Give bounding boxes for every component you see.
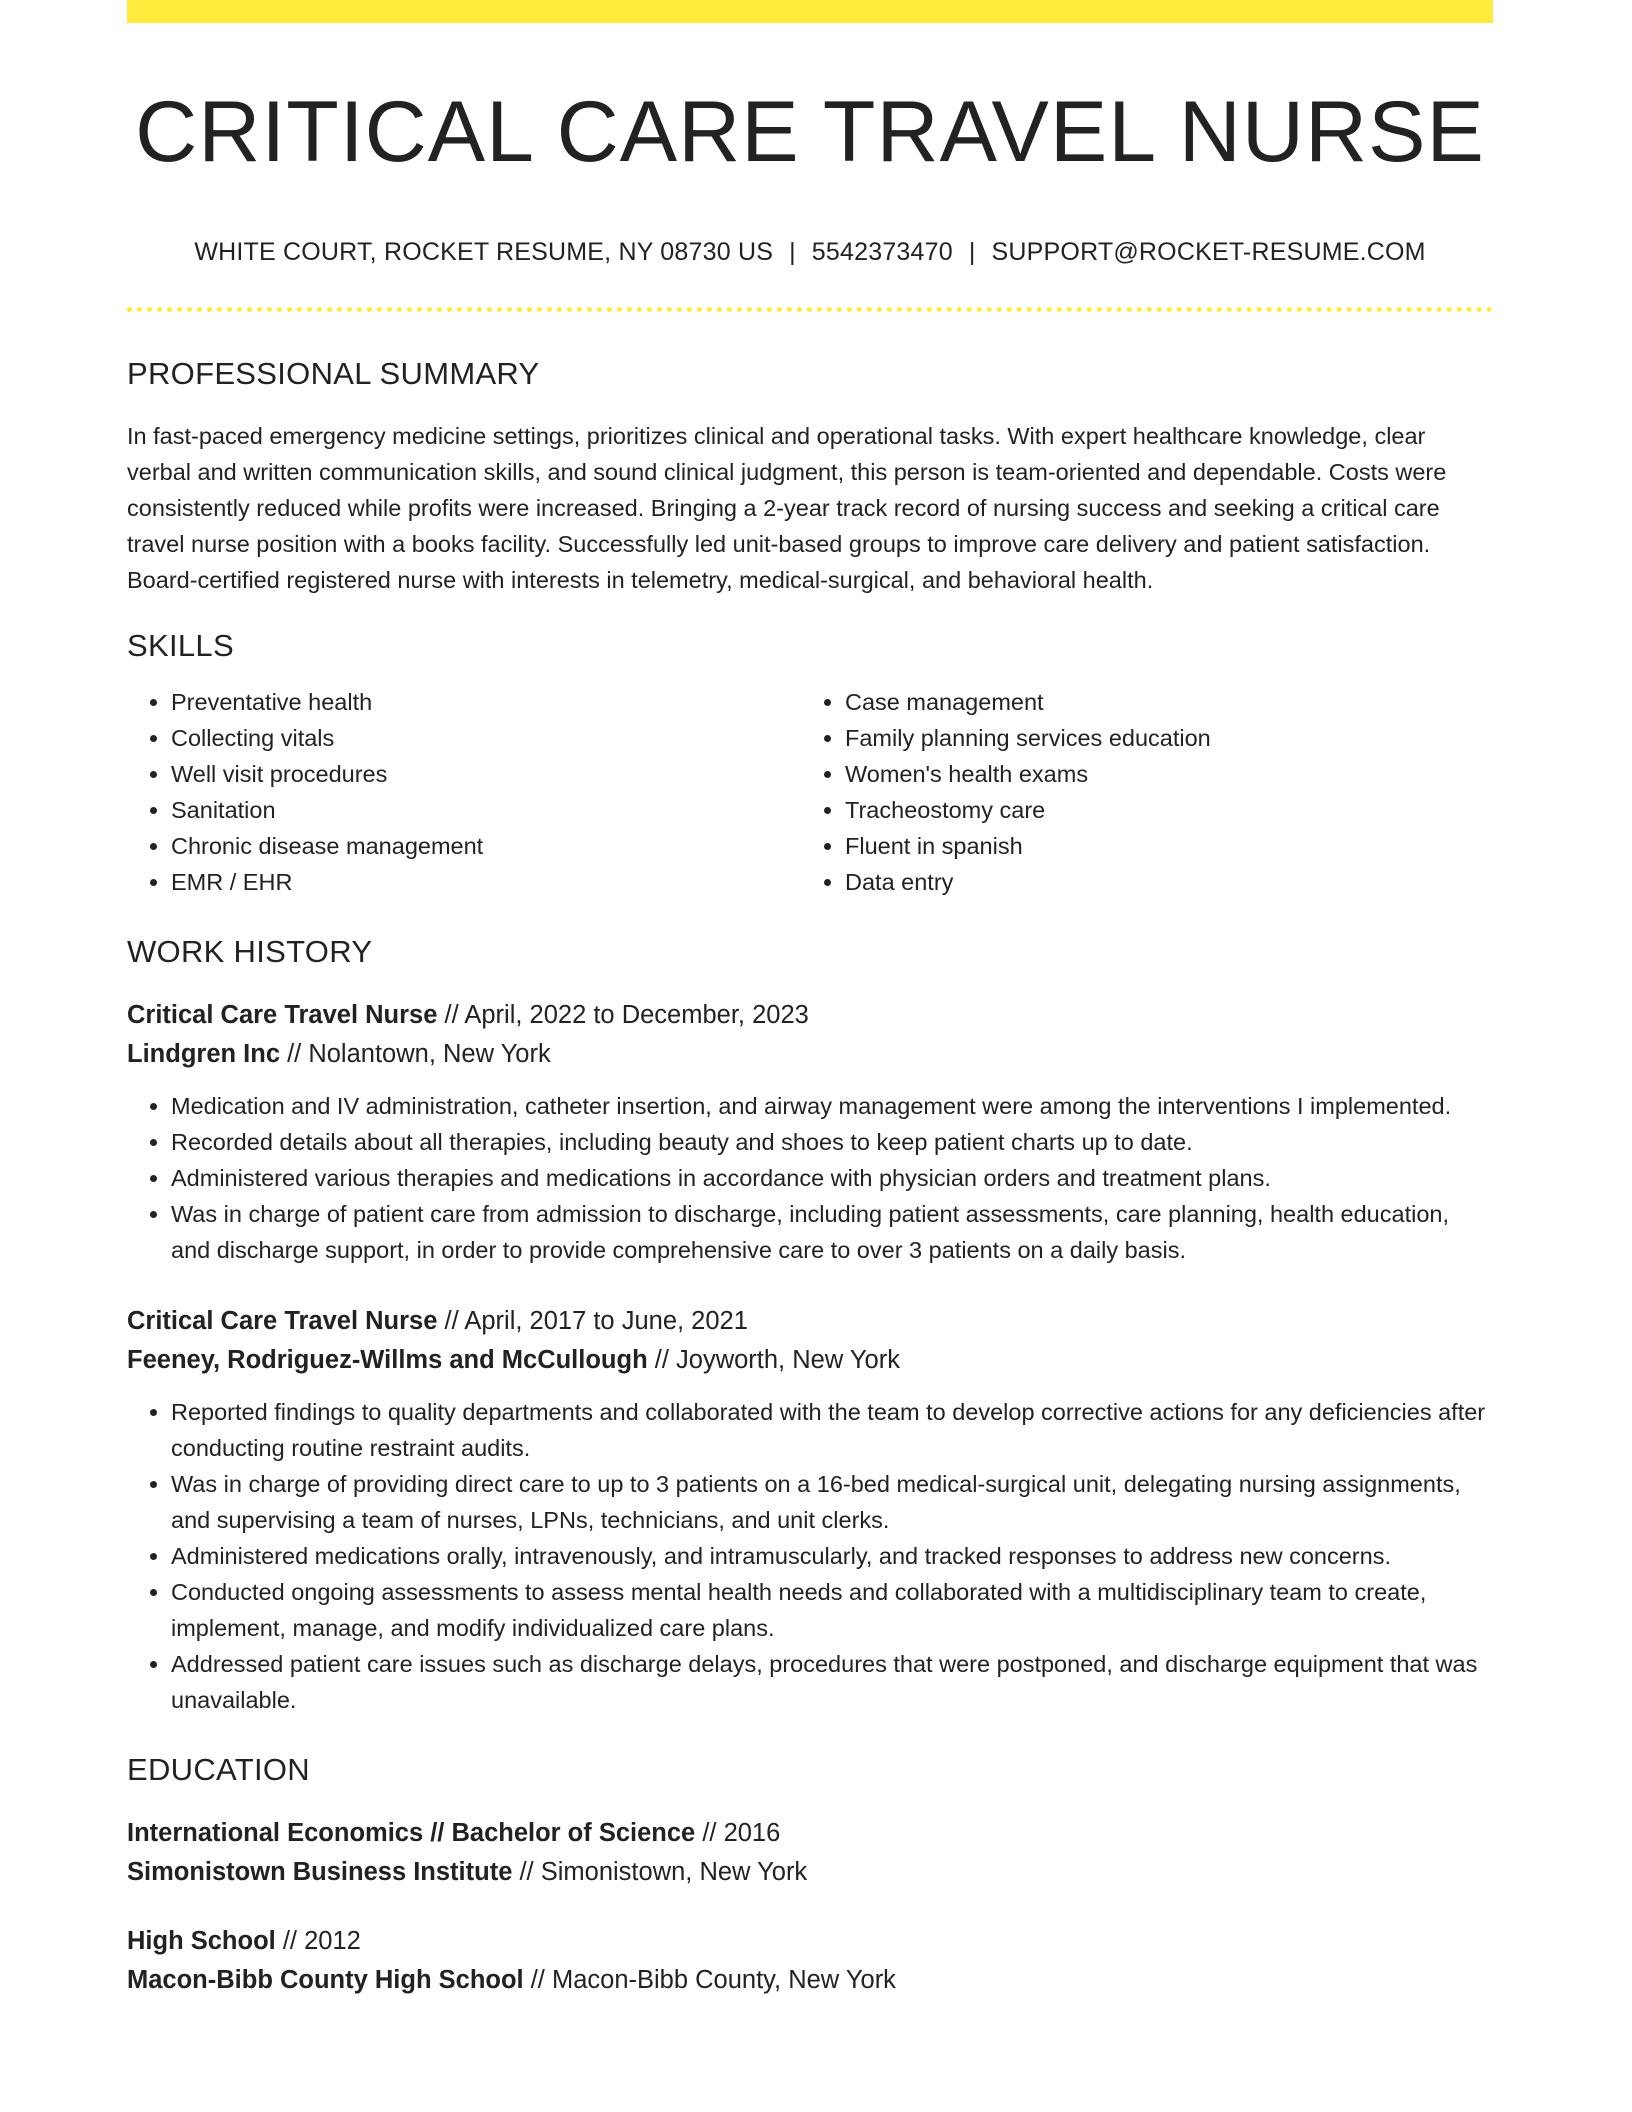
skill-item: • Preventative health <box>171 684 801 720</box>
edu-location: // Macon-Bibb County, New York <box>523 1965 896 1994</box>
summary-heading: PROFESSIONAL SUMMARY <box>127 355 540 391</box>
job-bullet: • Was in charge of patient care from admission to discharge, including patient assessments, care planning, health education, and discharge support, in order to provide comprehensive care to over 3 patients on a daily basis. <box>171 1196 1493 1268</box>
job-dates: // April, 2017 to June, 2021 <box>437 1306 748 1335</box>
job-bullet: • Conducted ongoing assessments to assess mental health needs and collaborated with a multidisciplinary team to create, implement, manage, and modify individualized care plans. <box>171 1574 1493 1646</box>
job-bullet: • Was in charge of providing direct care to up to 3 patients on a 16-bed medical-surgical unit, delegating nursing assignments, and supervising a team of nurses, LPNs, technicians, and unit clerks. <box>171 1466 1493 1538</box>
skill-item: • Well visit procedures <box>171 756 801 792</box>
job-bullet: • Addressed patient care issues such as discharge delays, procedures that were postponed, and discharge equipment that was unavailable. <box>171 1646 1493 1718</box>
edu-degree-line <box>127 1922 1493 1961</box>
contact-email[interactable]: SUPPORT@ROCKET-RESUME.COM <box>991 237 1426 266</box>
resume-title: CRITICAL CARE TRAVEL NURSE <box>135 84 1485 180</box>
contact-separator: | <box>968 237 976 266</box>
edu-school: Macon-Bibb County High School <box>127 1965 524 1994</box>
job-bullets <box>127 1088 1493 1268</box>
education-heading: EDUCATION <box>127 1751 310 1787</box>
skill-item: • Fluent in spanish <box>845 828 1475 864</box>
job-bullet: • Medication and IV administration, catheter insertion, and airway management were among the interventions I implemented. <box>171 1088 1493 1124</box>
dotted-divider <box>127 307 1493 312</box>
edu-degree-line <box>127 1814 1493 1853</box>
job-role: Critical Care Travel Nurse <box>127 1306 438 1335</box>
job-bullet: • Administered various therapies and medications in accordance with physician orders and treatment plans. <box>171 1160 1493 1196</box>
job-entry <box>127 1302 1493 1718</box>
job-entry <box>127 996 1493 1268</box>
contact-phone: 5542373470 <box>811 237 953 266</box>
job-location: // Joyworth, New York <box>647 1345 900 1374</box>
edu-school: Simonistown Business Institute <box>127 1857 513 1886</box>
edu-school-line <box>127 1853 1493 1892</box>
education-entry <box>127 1814 1493 1892</box>
edu-year: // 2016 <box>695 1818 781 1847</box>
job-bullet: • Administered medications orally, intravenously, and intramuscularly, and tracked responses to address new concerns. <box>171 1538 1493 1574</box>
skill-item: • Sanitation <box>171 792 801 828</box>
job-bullets <box>127 1394 1493 1718</box>
contact-address: WHITE COURT, ROCKET RESUME, NY 08730 US <box>194 237 774 266</box>
skills-list-left <box>127 684 801 900</box>
job-company-line <box>127 1341 1493 1380</box>
job-bullet: • Reported findings to quality departments and collaborated with the team to develop corrective actions for any deficiencies after conducting routine restraint audits. <box>171 1394 1493 1466</box>
skill-item: • Family planning services education <box>845 720 1475 756</box>
job-role-line <box>127 996 1493 1035</box>
summary-text: In fast-paced emergency medicine settings, prioritizes clinical and operational tasks. With expert healthcare knowledge, clear verbal and written communication skills, and sound clinical judgment, this person is team-oriented and dependable. Costs were consistently reduced while profits were increased. Bringing a 2-year track record of nursing success and seeking a critical care travel nurse position with a books facility. Successfully led unit-based groups to improve care delivery and patient satisfaction. Board-certified registered nurse with interests in telemetry, medical-surgical, and behavioral health. <box>127 422 1447 593</box>
skill-item: • Tracheostomy care <box>845 792 1475 828</box>
skill-item: • Collecting vitals <box>171 720 801 756</box>
job-company: Feeney, Rodriguez-Willms and McCullough <box>127 1345 648 1374</box>
skill-item: • EMR / EHR <box>171 864 801 900</box>
skill-item: • Women's health exams <box>845 756 1475 792</box>
edu-degree: High School <box>127 1926 276 1955</box>
resume-page <box>127 0 1493 2000</box>
job-dates: // April, 2022 to December, 2023 <box>437 1000 809 1029</box>
accent-bar <box>127 0 1493 23</box>
edu-school-line <box>127 1961 1493 2000</box>
contact-line <box>127 238 1493 267</box>
edu-degree: International Economics // Bachelor of Science <box>127 1818 696 1847</box>
edu-location: // Simonistown, New York <box>512 1857 808 1886</box>
education-entry <box>127 1922 1493 2000</box>
job-location: // Nolantown, New York <box>280 1039 551 1068</box>
edu-year: // 2012 <box>275 1926 361 1955</box>
job-company-line <box>127 1035 1493 1074</box>
skill-item: • Data entry <box>845 864 1475 900</box>
skill-item: • Case management <box>845 684 1475 720</box>
contact-separator: | <box>789 237 796 266</box>
skill-item: • Chronic disease management <box>171 828 801 864</box>
skills-columns <box>127 684 1493 900</box>
job-role: Critical Care Travel Nurse <box>127 1000 438 1029</box>
job-bullet: • Recorded details about all therapies, including beauty and shoes to keep patient charts up to date. <box>171 1124 1493 1160</box>
work-history-heading: WORK HISTORY <box>127 933 373 969</box>
skills-heading: SKILLS <box>127 627 234 663</box>
job-company: Lindgren Inc <box>127 1039 280 1068</box>
job-role-line <box>127 1302 1493 1341</box>
skills-list-right <box>801 684 1475 900</box>
